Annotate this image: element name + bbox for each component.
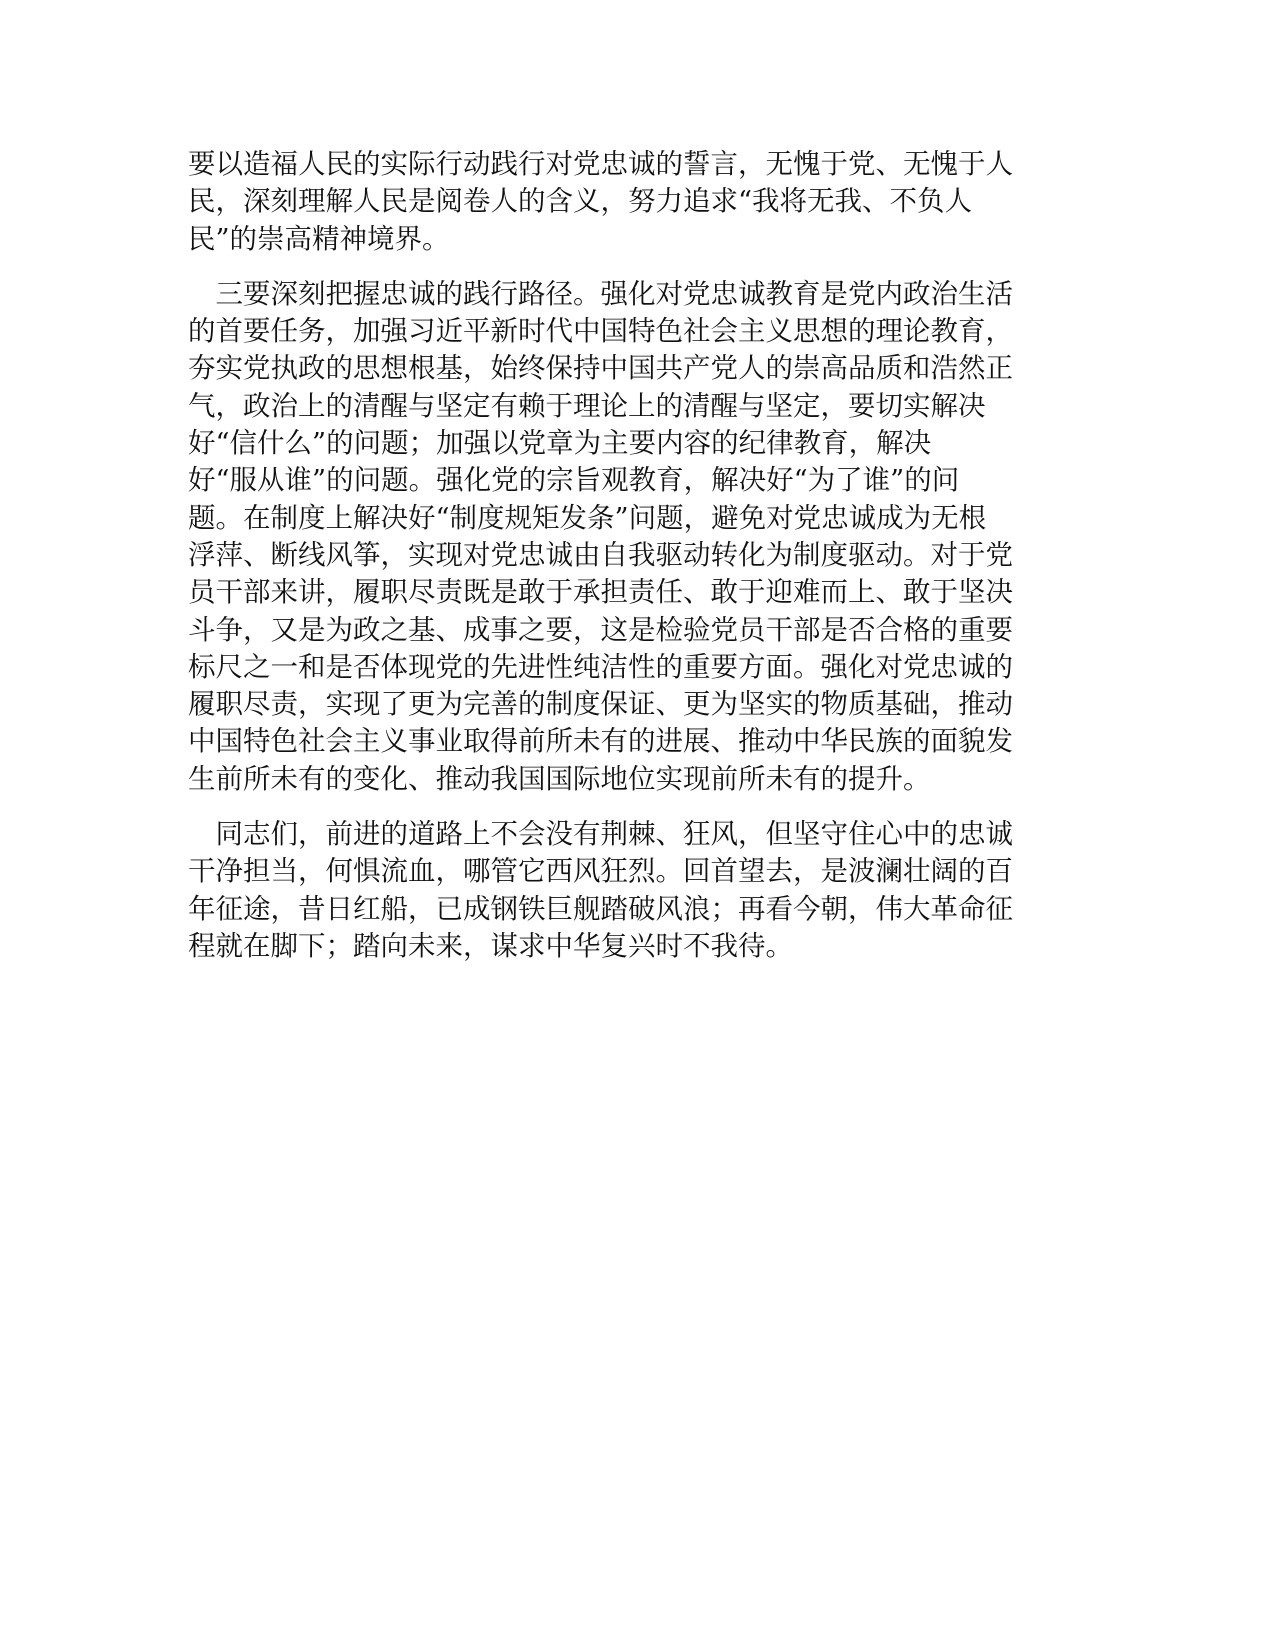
text-line: 生前所未有的变化、推动我国国际地位实现前所未有的提升。 [188,762,931,795]
paragraph-1 [188,146,1088,258]
text-line: 夯实党执政的思想根基，始终保持中国共产党人的崇高品质和浩然正 [188,352,1013,385]
text-line: 民”的崇高精神境界。 [188,222,450,255]
text-line: 浮萍、断线风筝，实现对党忠诚由自我驱动转化为制度驱动。对于党 [188,538,1013,571]
text-line: 气，政治上的清醒与坚定有赖于理论上的清醒与坚定，要切实解决 [188,389,986,422]
text-line: 标尺之一和是否体现党的先进性纯洁性的重要方面。强化对党忠诚的 [188,650,1013,683]
text-line: 履职尽责，实现了更为完善的制度保证、更为坚实的物质基础，推动 [188,688,1013,721]
text-line: 要以造福人民的实际行动践行对党忠诚的誓言，无愧于党、无愧于人 [188,148,1013,180]
text-line: 中国特色社会主义事业取得前所未有的进展、推动中华民族的面貌发 [188,725,1013,758]
text-line: 民，深刻理解人民是阅卷人的含义，努力追求“我将无我、不负人 [188,185,973,218]
text-line: 好“信什么”的问题；加强以党章为主要内容的纪律教育，解决 [188,427,932,460]
text-line: 干净担当，何惧流血，哪管它西风狂烈。回首望去，是波澜壮阔的百 [188,855,1013,888]
text-line: 员干部来讲，履职尽责既是敢于承担责任、敢于迎难而上、敢于坚决 [188,576,1013,609]
text-line: 同志们，前进的道路上不会没有荆棘、狂风，但坚守住心中的忠诚 [188,818,1013,851]
text-line: 的首要任务，加强习近平新时代中国特色社会主义思想的理论教育， [188,315,1013,348]
text-line: 年征途，昔日红船，已成钢铁巨舰踏破风浪；再看今朝，伟大革命征 [188,892,1013,925]
text-line: 题。在制度上解决好“制度规矩发条”问题，避免对党忠诚成为无根 [188,501,987,534]
paragraph-3 [188,816,1088,965]
text-line: 三要深刻把握忠诚的践行路径。强化对党忠诚教育是党内政治生活 [188,277,1013,310]
paragraph-2 [188,276,1088,798]
document-body [188,146,1088,983]
text-line: 斗争，又是为政之基、成事之要，这是检验党员干部是否合格的重要 [188,613,1013,646]
text-line: 程就在脚下；踏向未来，谋求中华复兴时不我待。 [188,929,793,962]
text-line: 好“服从谁”的问题。强化党的宗旨观教育，解决好“为了谁”的问 [188,464,960,497]
